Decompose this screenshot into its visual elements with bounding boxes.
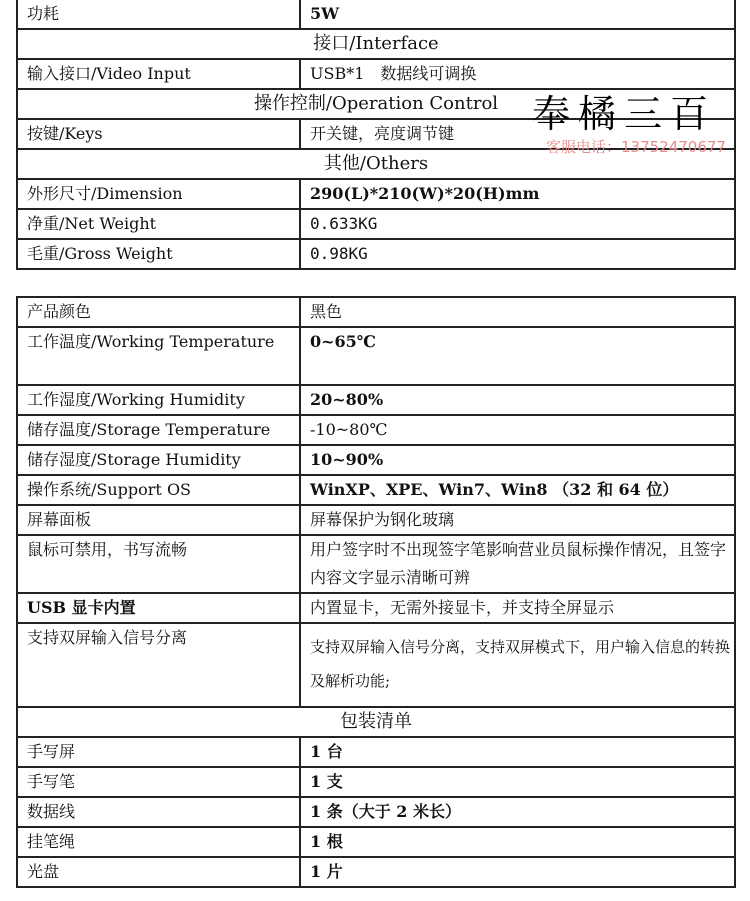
row-label: 手写笔 [17,767,300,797]
row-label: 操作系统/Support OS [17,475,300,505]
row-label: 工作湿度/Working Humidity [17,385,300,415]
row-value: 开关键，亮度调节键 [300,119,735,149]
row-value: 1 支 [300,767,735,797]
table-row [17,59,735,89]
table-row [17,297,735,327]
row-label: 净重/Net Weight [17,209,300,239]
table-row [17,445,735,475]
row-value: 290(L)*210(W)*20(H)mm [300,179,735,209]
table-row [17,327,735,385]
table-row [17,415,735,445]
table-row [17,593,735,623]
section-title: 其他/Others [17,149,735,179]
row-label: 毛重/Gross Weight [17,239,300,269]
row-label: 功耗 [17,0,300,29]
row-label: 外形尺寸/Dimension [17,179,300,209]
row-value: USB*1 数据线可调换 [300,59,735,89]
row-value: -10~80℃ [300,415,735,445]
section-title: 操作控制/Operation Control [17,89,735,119]
row-value: 5W [300,0,735,29]
row-label: 工作温度/Working Temperature [17,327,300,385]
row-label: 支持双屏输入信号分离 [17,623,300,707]
table-row [17,475,735,505]
row-label: 光盘 [17,857,300,887]
row-value: 1 根 [300,827,735,857]
row-value: 0.633KG [300,209,735,239]
row-value: 支持双屏输入信号分离，支持双屏模式下，用户输入信息的转换及解析功能; [300,623,735,707]
row-label: 挂笔绳 [17,827,300,857]
table-row [17,827,735,857]
row-label: 储存温度/Storage Temperature [17,415,300,445]
table-row [17,179,735,209]
row-value: 1 台 [300,737,735,767]
row-label: USB 显卡内置 [17,593,300,623]
row-value: 0~65℃ [300,327,735,385]
row-value: 1 片 [300,857,735,887]
table-row [17,535,735,593]
table-row [17,239,735,269]
section-header [17,29,735,59]
row-value: 用户签字时不出现签字笔影响营业员鼠标操作情况，且签字内容文字显示清晰可辨 [300,535,735,593]
table-row [17,623,735,707]
section-title: 包装清单 [17,707,735,737]
table-row [17,737,735,767]
service-phone: 客服电话：13752470677 [546,138,726,156]
row-label: 鼠标可禁用，书写流畅 [17,535,300,593]
row-label: 产品颜色 [17,297,300,327]
table-row [17,797,735,827]
row-value: WinXP、XPE、Win7、Win8 （32 和 64 位） [300,475,735,505]
row-value: 0.98KG [300,239,735,269]
row-value: 内置显卡，无需外接显卡，并支持全屏显示 [300,593,735,623]
row-value: 1 条（大于 2 米长） [300,797,735,827]
row-label: 数据线 [17,797,300,827]
row-label: 储存湿度/Storage Humidity [17,445,300,475]
spec-table-bottom [16,296,736,888]
row-label: 输入接口/Video Input [17,59,300,89]
row-value: 黑色 [300,297,735,327]
table-row [17,767,735,797]
brand-watermark [532,92,732,176]
table-row [17,505,735,535]
table-row [17,0,735,29]
section-title: 接口/Interface [17,29,735,59]
table-row [17,385,735,415]
table-row [17,209,735,239]
row-value: 屏幕保护为钢化玻璃 [300,505,735,535]
row-value: 10~90% [300,445,735,475]
section-header [17,707,735,737]
row-value: 20~80% [300,385,735,415]
table-row [17,857,735,887]
brand-name: 奉橘三百 [532,92,717,136]
row-label: 手写屏 [17,737,300,767]
row-label: 屏幕面板 [17,505,300,535]
row-label: 按键/Keys [17,119,300,149]
